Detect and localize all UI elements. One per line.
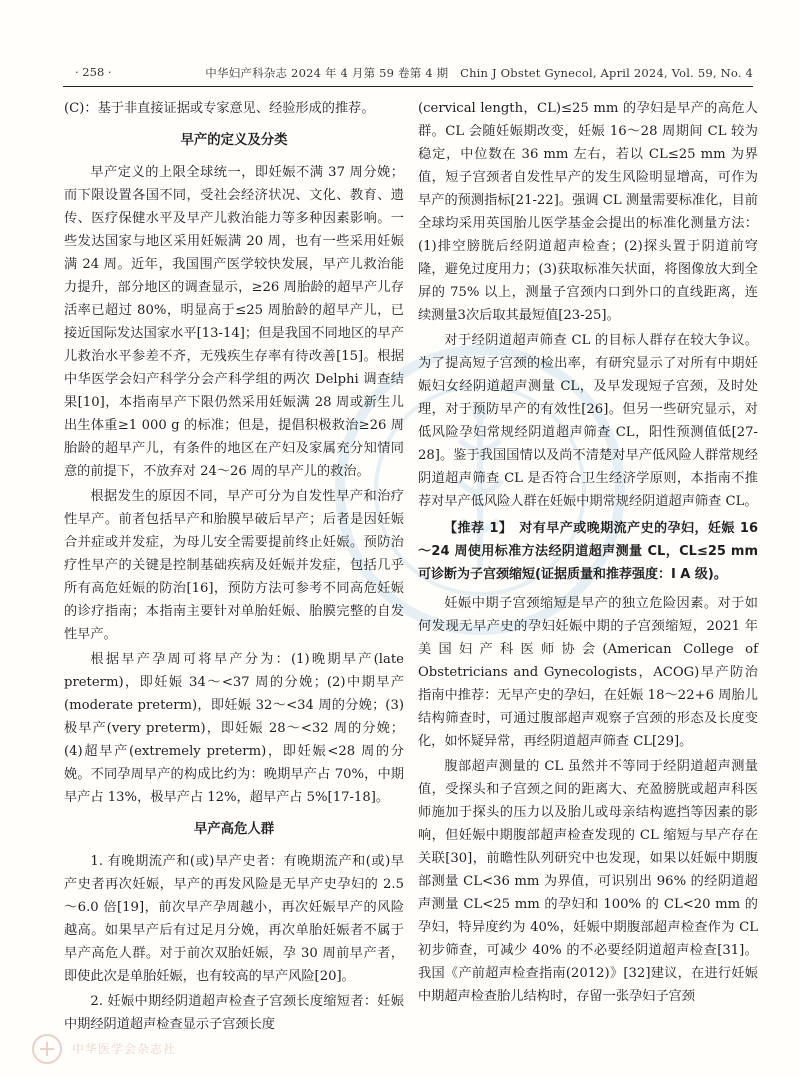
body-paragraph: 根据早产孕周可将早产分为：(1)晚期早产(late preterm)，即妊娠 34～<37 周的分娩；(2)中期早产(moderate preterm)，即妊娠 32～<34 周的分娩；(3)极早产(very preterm)，即妊娠 28～<32 周的分娩；(4)超早产(extremely preterm)，即妊娠<28 周的分娩。不同孕周早产的构成比约为：晚期早产占 70%，中期早产占 13%，极早产占 12%，超早产占 5%[17-18]。: [64, 652, 404, 805]
section-heading: 早产的定义及分类: [180, 133, 288, 148]
body-paragraph: (C)：基于非直接证据或专家意见、经验形成的推荐。: [64, 101, 375, 116]
body-paragraph: 1. 有晚期流产和(或)早产史者：有晚期流产和(或)早产史者再次妊娠，早产的再发风险是无早产史孕妇的 2.5～6.0 倍[19]，前次早产孕周越小，再次妊娠早产的风险越高。如果早产后有过足月分娩，再次单胎妊娠者不属于早产高危人群。对于前次双胎妊娠，孕 30 周前早产者，即使此次是单胎妊娠，也有较高的早产风险[20]。: [64, 854, 404, 984]
running-header: [63, 61, 753, 83]
right-text-column: [418, 97, 758, 1010]
journal-citation: 中华妇产科杂志 2024 年 4 月第 59 卷第 4 期 Chin J Obstet Gynecol, April 2024, Vol. 59, No. 4: [205, 66, 753, 80]
body-paragraph: 根据发生的原因不同，早产可分为自发性早产和治疗性早产。前者包括早产和胎膜早破后早产；后者是因妊娠合并症或并发症，为母儿安全需要提前终止妊娠。预防治疗性早产的关键是控制基础疾病及妊娠并发症，包括几乎所有高危妊娠的防治[16]，预防方法可参考不同高危妊娠的诊疗指南；本指南主要针对单胎妊娠、胎膜完整的自发性早产。: [64, 489, 404, 642]
publisher-logo-icon: [30, 1032, 64, 1066]
left-text-column: [64, 97, 404, 1038]
body-paragraph: 对于经阴道超声筛查 CL 的目标人群存在较大争议。为了提高短子宫颈的检出率，有研究显示了对所有中期妊娠妇女经阴道超声测量 CL，及早发现短子宫颈，及时处理，对于预防早产的有效性[26]。但另一些研究显示，对低风险孕妇常规经阴道超声筛查 CL，阳性预测值低[27-28]。鉴于我国国情以及尚不清楚对早产低风险人群常规经阴道超声筛查 CL 是否符合卫生经济学原则，本指南不推荐对早产低风险人群在妊娠中期常规经阴道超声筛查 CL。: [418, 333, 758, 509]
body-paragraph: 早产定义的上限全球统一，即妊娠不满 37 周分娩；而下限设置各国不同，受社会经济状况、文化、教育、遗传、医疗保健水平及早产儿救治能力等多种因素影响。一些发达国家与地区采用妊娠满 20 周，也有一些采用妊娠满 24 周。近年，我国围产医学较快发展，早产儿救治能力提升，部分地区的调查显示，≥26 周胎龄的超早产儿存活率已超过 80%，明显高于≤25 周胎龄的超早产儿，已接近国际发达国家水平[13-14]；但是我国不同地区的早产儿救治水平参差不齐，无残疾生存率有待改善[15]。根据中华医学会妇产科学分会产科学组的两次 Delphi 调查结果[10]，本指南早产下限仍然采用妊娠满 28 周或新生儿出生体重≥1 000 g 的标准；但是，提倡积极救治≥26 周胎龄的超早产儿，有条件的地区在产妇及家属充分知情同意的前提下，不放弃对 24～26 周的早产儿的救治。: [64, 165, 404, 479]
body-paragraph: (cervical length，CL)≤25 mm 的孕妇是早产的高危人群。CL 会随妊娠期改变，妊娠 16～28 周期间 CL 较为稳定，中位数在 36 mm 左右，若以 CL≤25 mm 为界值，短子宫颈者自发性早产的发生风险明显增高，可作为早产的预测指标[21-22]。强调 CL 测量需要标准化，目前全球均采用英国胎儿医学基金会提出的标准化测量方法：(1)排空膀胱后经阴道超声检查；(2)探头置于阴道前穹隆，避免过度用力；(3)获取标准矢状面，将图像放大到全屏的 75% 以上，测量子宫颈内口到外口的直线距离，连续测量3次后取其最短值[23-25]。: [418, 101, 758, 323]
body-paragraph: 腹部超声测量的 CL 虽然并不等同于经阴道超声测量值，受探头和子宫颈之间的距离大、充盈膀胱或超声科医师施加于探头的压力以及胎儿或母亲结构遮挡等因素的影响，但妊娠中期腹部超声检查发现的 CL 缩短与早产存在关联[30]，前瞻性队列研究中也发现，如果以妊娠中期腹部测量 CL<36 mm 为界值，可识别出 96% 的经阴道超声测量 CL<25 mm 的孕妇和 100% 的 CL<20 mm 的孕妇，特异度约为 40%，妊娠中期腹部超声检查作为 CL 初步筛查，可减少 40% 的不必要经阴道超声检查[31]。我国《产前超声检查指南(2012)》[32]建议，在进行妊娠中期超声检查胎儿结构时，存留一张孕妇子宫颈: [418, 759, 758, 1004]
body-paragraph: 2. 妊娠中期经阴道超声检查子宫颈长度缩短者：妊娠中期经阴道超声检查显示子宫颈长度: [64, 994, 404, 1032]
section-heading: 早产高危人群: [193, 822, 275, 837]
recommendation-paragraph: 【推荐 1】 对有早产或晚期流产史的孕妇，妊娠 16～24 周使用标准方法经阴道超声测量 CL，CL≤25 mm 可诊断为子宫颈缩短(证据质量和推荐强度：Ⅰ A 级)。: [418, 521, 758, 582]
publisher-name: 中华医学会杂志社: [72, 1042, 177, 1056]
body-paragraph: 妊娠中期子宫颈缩短是早产的独立危险因素。对于如何发现无早产史的孕妇妊娠中期的子宫颈缩短，2021 年美国妇产科医师协会(American College of Obstetricians and Gynecologists，ACOG)早产防治指南中推荐：无早产史的孕妇，在妊娠 18～22+6 周胎儿结构筛查时，可通过腹部超声观察子宫颈的形态及长度变化，如怀疑异常，再经阴道超声筛查 CL[29]。: [418, 596, 758, 749]
header-rule: [63, 86, 753, 87]
page-number: · 258 ·: [75, 65, 112, 79]
